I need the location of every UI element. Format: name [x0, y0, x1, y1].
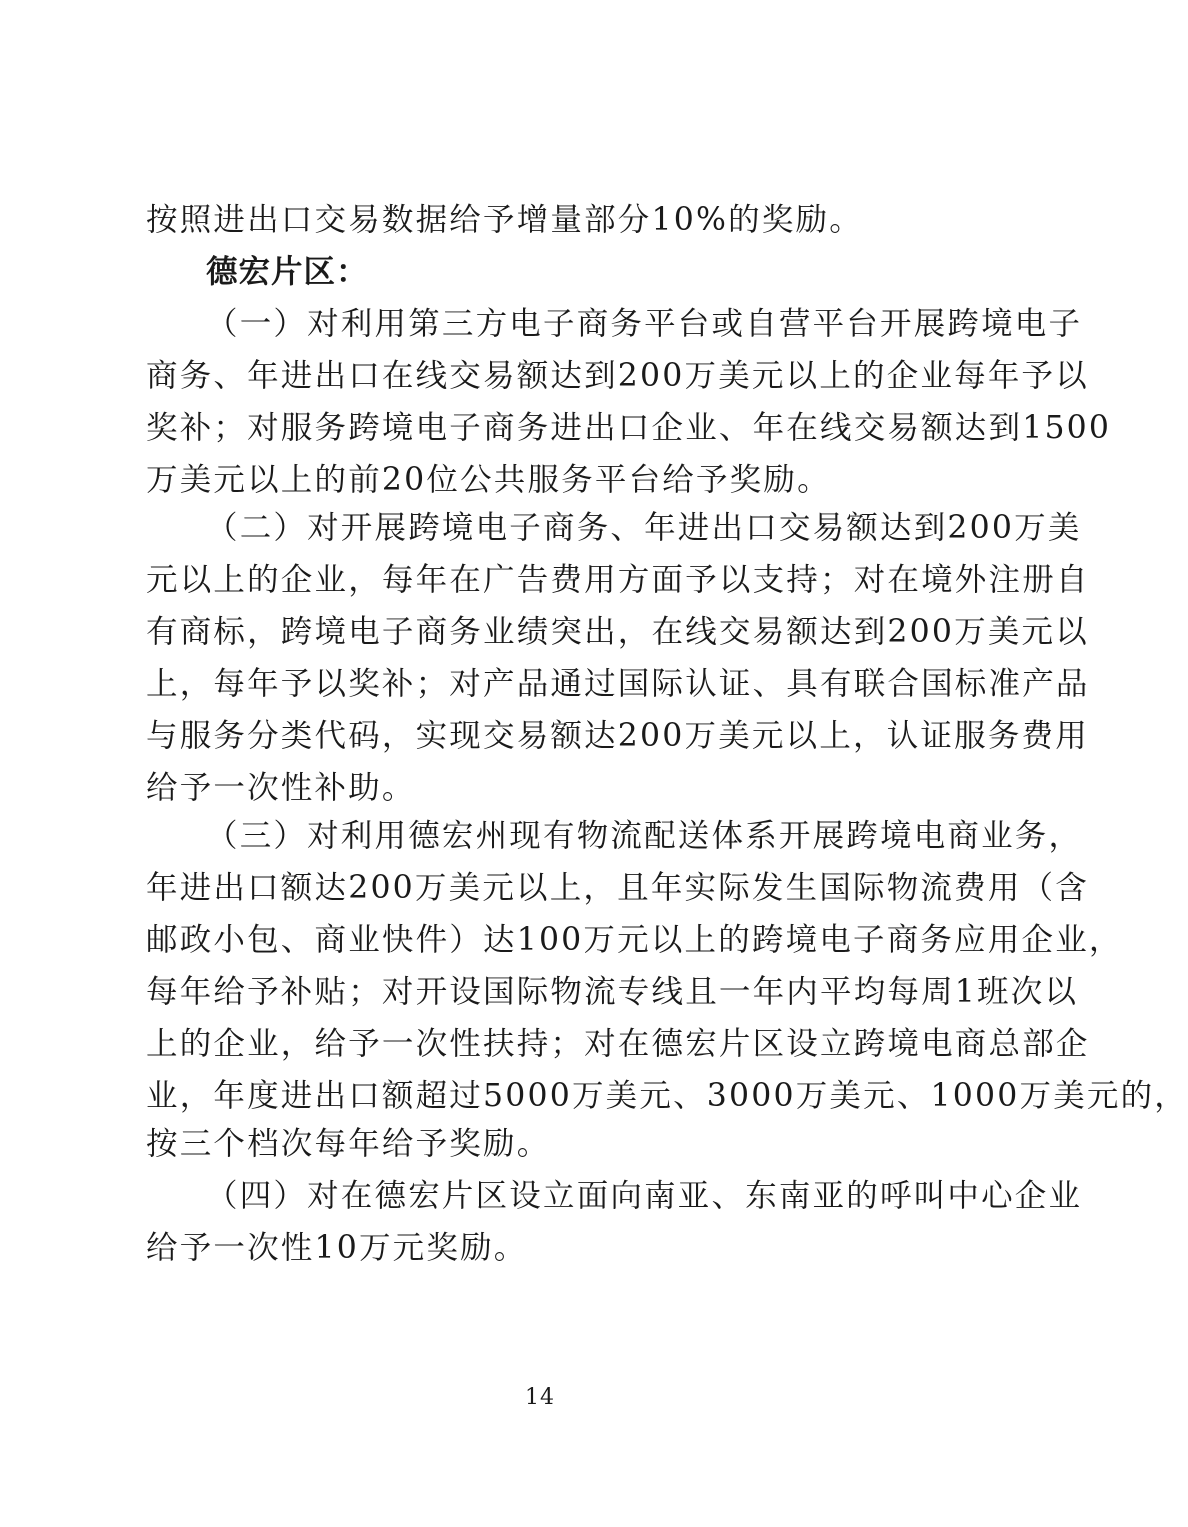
- item-4-line-1: （四）对在德宏片区设立面向南亚、东南亚的呼叫中心企业: [206, 1178, 1083, 1214]
- item-3-line-1: （三）对利用德宏州现有物流配送体系开展跨境电商业务，: [206, 818, 1083, 854]
- item-2-line-6: 给予一次性补助。: [146, 770, 416, 806]
- item-1-line-4: 万美元以上的前20位公共服务平台给予奖励。: [146, 462, 831, 498]
- item-3-line-4: 每年给予补贴；对开设国际物流专线且一年内平均每周1班次以: [146, 974, 1079, 1010]
- item-2-line-4: 上，每年予以奖补；对产品通过国际认证、具有联合国标准产品: [146, 666, 1090, 702]
- item-1-line-1: （一）对利用第三方电子商务平台或自营平台开展跨境电子: [206, 306, 1083, 342]
- text-line-continuation: 按照进出口交易数据给予增量部分10%的奖励。: [146, 202, 863, 238]
- section-heading-dehong: 德宏片区：: [206, 254, 369, 290]
- item-3-line-3: 邮政小包、商业快件）达100万元以上的跨境电子商务应用企业，: [146, 922, 1123, 958]
- item-2-line-5: 与服务分类代码，实现交易额达200万美元以上，认证服务费用: [146, 718, 1089, 754]
- item-2-line-1: （二）对开展跨境电子商务、年进出口交易额达到200万美: [206, 510, 1082, 546]
- page-number: 14: [525, 1385, 555, 1410]
- item-3-line-6: 业，年度进出口额超过5000万美元、3000万美元、1000万美元的，: [146, 1078, 1188, 1114]
- item-3-line-7: 按三个档次每年给予奖励。: [146, 1126, 551, 1162]
- item-3-line-2: 年进出口额达200万美元以上，且年实际发生国际物流费用（含: [146, 870, 1089, 906]
- item-2-line-2: 元以上的企业，每年在广告费用方面予以支持；对在境外注册自: [146, 562, 1090, 598]
- item-4-line-2: 给予一次性10万元奖励。: [146, 1230, 528, 1266]
- item-1-line-2: 商务、年进出口在线交易额达到200万美元以上的企业每年予以: [146, 358, 1089, 394]
- item-1-line-3: 奖补；对服务跨境电子商务进出口企业、年在线交易额达到1500: [146, 410, 1112, 446]
- item-2-line-3: 有商标，跨境电子商务业绩突出，在线交易额达到200万美元以: [146, 614, 1089, 650]
- item-3-line-5: 上的企业，给予一次性扶持；对在德宏片区设立跨境电商总部企: [146, 1026, 1090, 1062]
